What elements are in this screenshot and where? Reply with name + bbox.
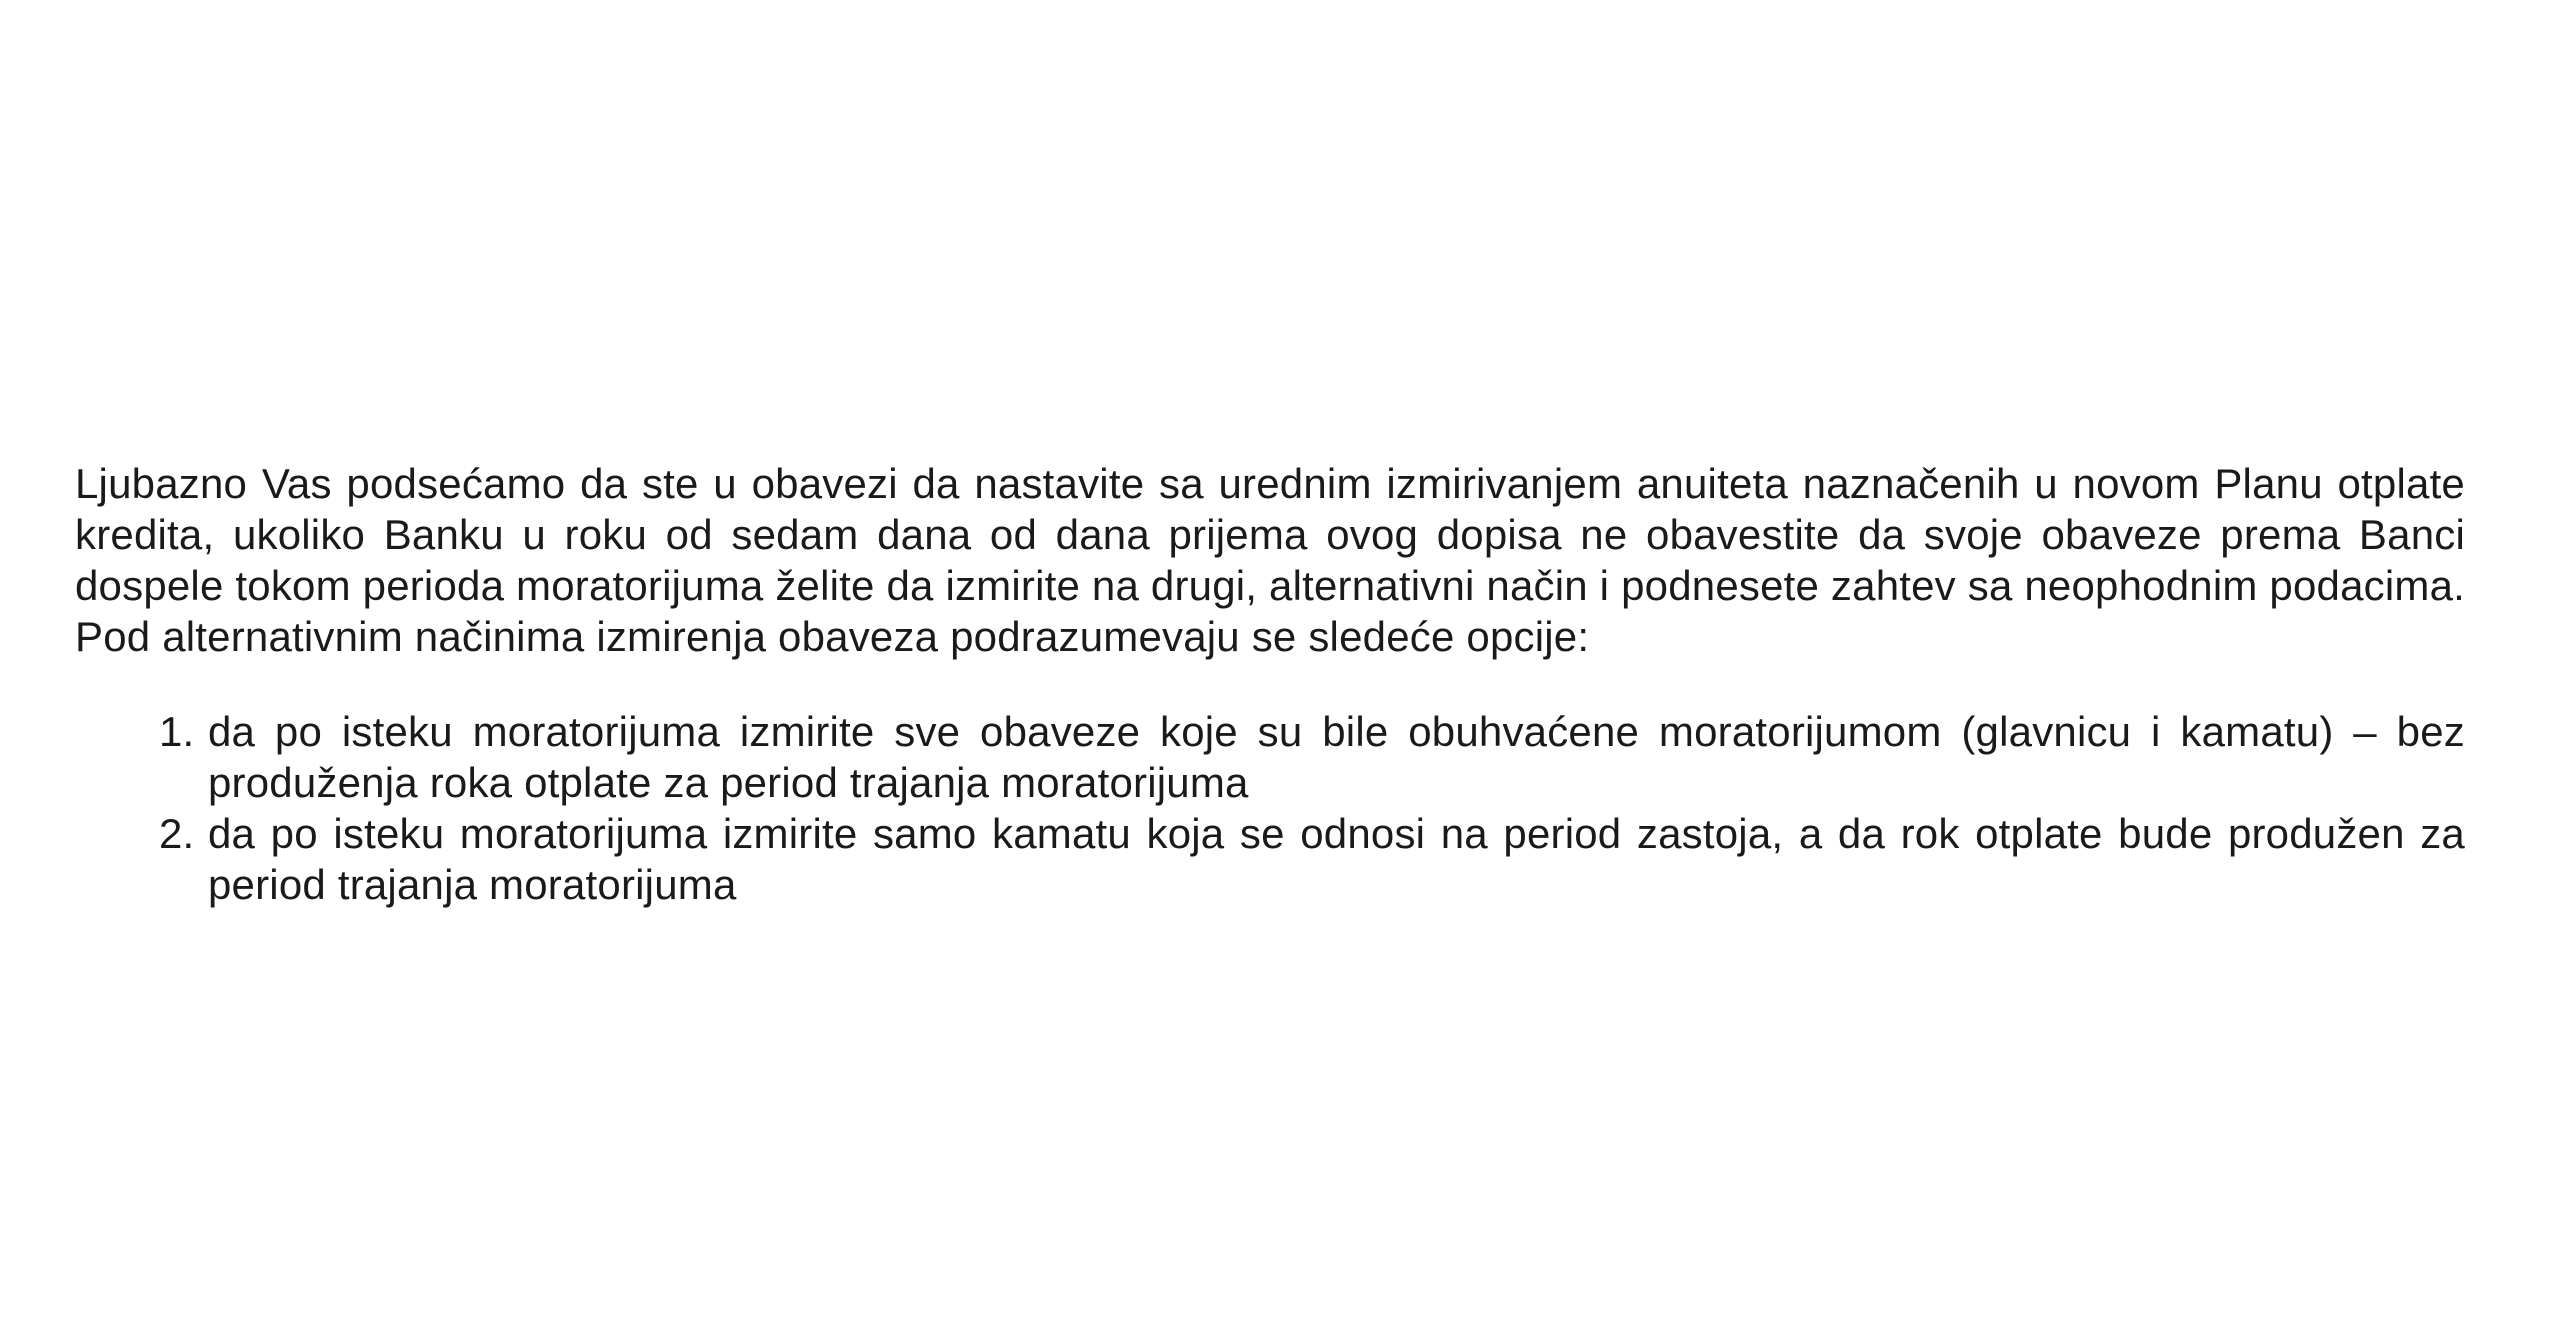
document-body [75,458,2465,910]
list-item-text: da po isteku moratorijuma izmirite samo kamatu koja se odnosi na period zastoja, a da rok otplate bude produžen za period trajanja moratorijuma [208,810,2465,908]
list-item [75,808,2465,910]
list-item-number: 2. [159,810,195,857]
intro-paragraph: Ljubazno Vas podsećamo da ste u obavezi da nastavite sa urednim izmirivanjem anuiteta naznačenih u novom Planu otplate kredita, ukoliko Banku u roku od sedam dana od dana prijema ovog dopisa ne obavestite da svoje obaveze prema Banci dospele tokom perioda moratorijuma želite da izmirite na drugi, alternativni način i podnesete zahtev sa neophodnim podacima. Pod alternativnim načinima izmirenja obaveza podrazumevaju se sledeće opcije: [75,460,2466,660]
list-item-number: 1. [159,708,195,755]
list-item [75,706,2465,808]
list-item-text: da po isteku moratorijuma izmirite sve obaveze koje su bile obuhvaćene moratorijumom (glavnicu i kamatu) – bez produženja roka otplate za period trajanja moratorijuma [208,708,2465,806]
options-list [75,706,2465,910]
